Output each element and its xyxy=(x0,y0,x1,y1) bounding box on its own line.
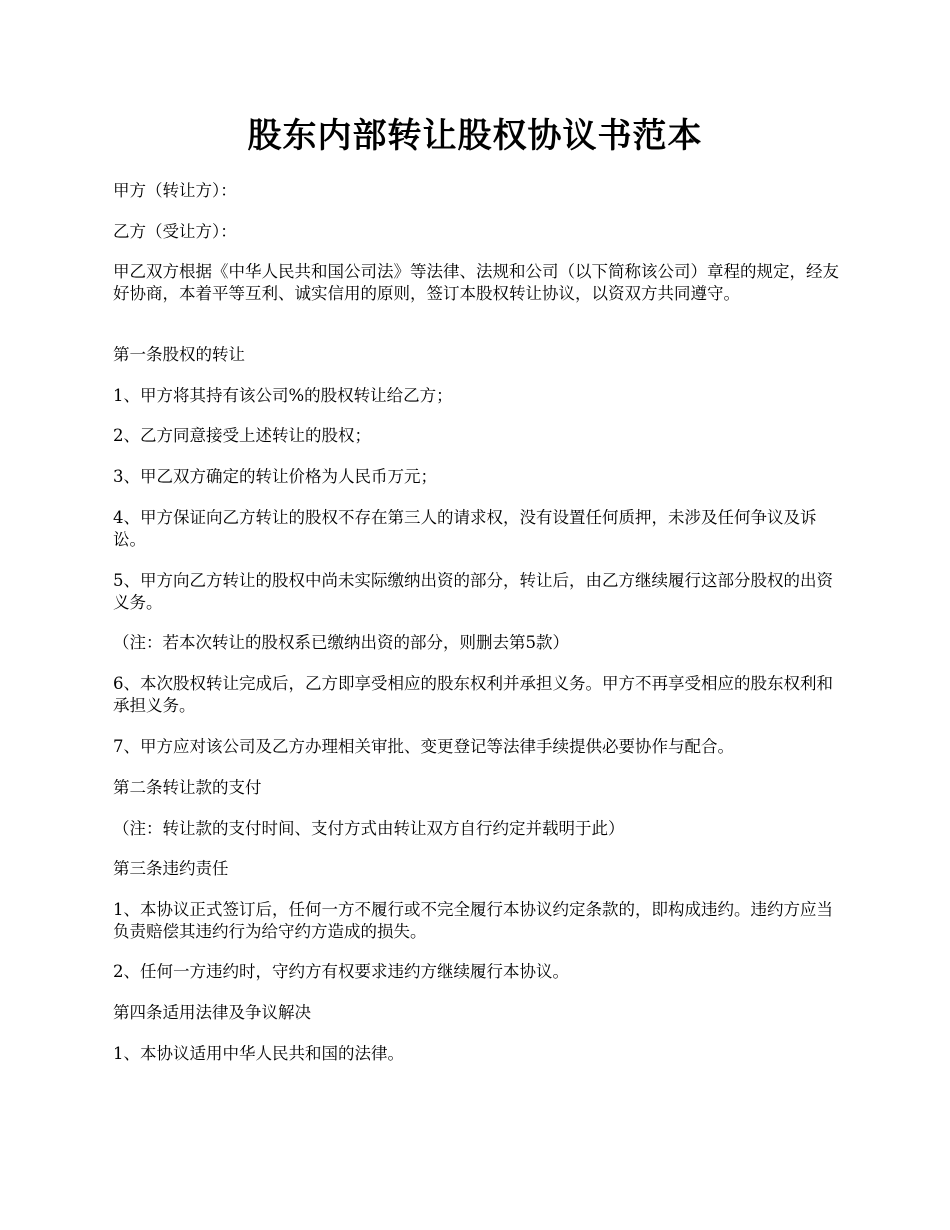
article-3-heading: 第三条违约责任 xyxy=(113,859,229,878)
document-title: 股东内部转让股权协议书范本 xyxy=(247,116,703,156)
article-4-heading: 第四条适用法律及争议解决 xyxy=(113,1003,311,1022)
preamble-paragraph: 甲乙双方根据《中华人民共和国公司法》等法律、法规和公司（以下简称该公司）章程的规定，经友好协商，本着平等互利、诚实信用的原则，签订本股权转让协议，以资双方共同遵守。 xyxy=(113,262,839,303)
article-1-clause-4: 4、甲方保证向乙方转让的股权不存在第三人的请求权，没有设置任何质押，未涉及任何争议及诉讼。 xyxy=(113,508,817,549)
article-3-clause-1: 1、本协议正式签订后，任何一方不履行或不完全履行本协议约定条款的，即构成违约。违约方应当负责赔偿其违约行为给守约方造成的损失。 xyxy=(113,900,833,941)
article-1-clause-3: 3、甲乙双方确定的转让价格为人民币万元； xyxy=(113,467,437,486)
article-2-note: （注：转让款的支付时间、支付方式由转让双方自行约定并载明于此） xyxy=(113,819,625,838)
article-3-clause-2: 2、任何一方违约时，守约方有权要求违约方继续履行本协议。 xyxy=(113,962,569,981)
party-b-line: 乙方（受让方）： xyxy=(113,222,237,241)
party-a-line: 甲方（转让方）： xyxy=(113,181,237,200)
article-1-clause-1: 1、甲方将其持有该公司%的股权转让给乙方； xyxy=(113,386,453,405)
article-2-heading: 第二条转让款的支付 xyxy=(113,778,262,797)
article-1-note: （注：若本次转让的股权系已缴纳出资的部分，则删去第5款） xyxy=(113,633,569,652)
article-1-heading: 第一条股权的转让 xyxy=(113,345,245,364)
article-1-clause-2: 2、乙方同意接受上述转让的股权； xyxy=(113,426,371,445)
article-4-clause-1: 1、本协议适用中华人民共和国的法律。 xyxy=(113,1044,404,1063)
article-1-clause-5: 5、甲方向乙方转让的股权中尚未实际缴纳出资的部分，转让后，由乙方继续履行这部分股权的出资义务。 xyxy=(113,571,833,612)
article-1-clause-6: 6、本次股权转让完成后，乙方即享受相应的股东权利并承担义务。甲方不再享受相应的股东权利和承担义务。 xyxy=(113,674,833,715)
article-1-clause-7: 7、甲方应对该公司及乙方办理相关审批、变更登记等法律手续提供必要协作与配合。 xyxy=(113,737,734,756)
